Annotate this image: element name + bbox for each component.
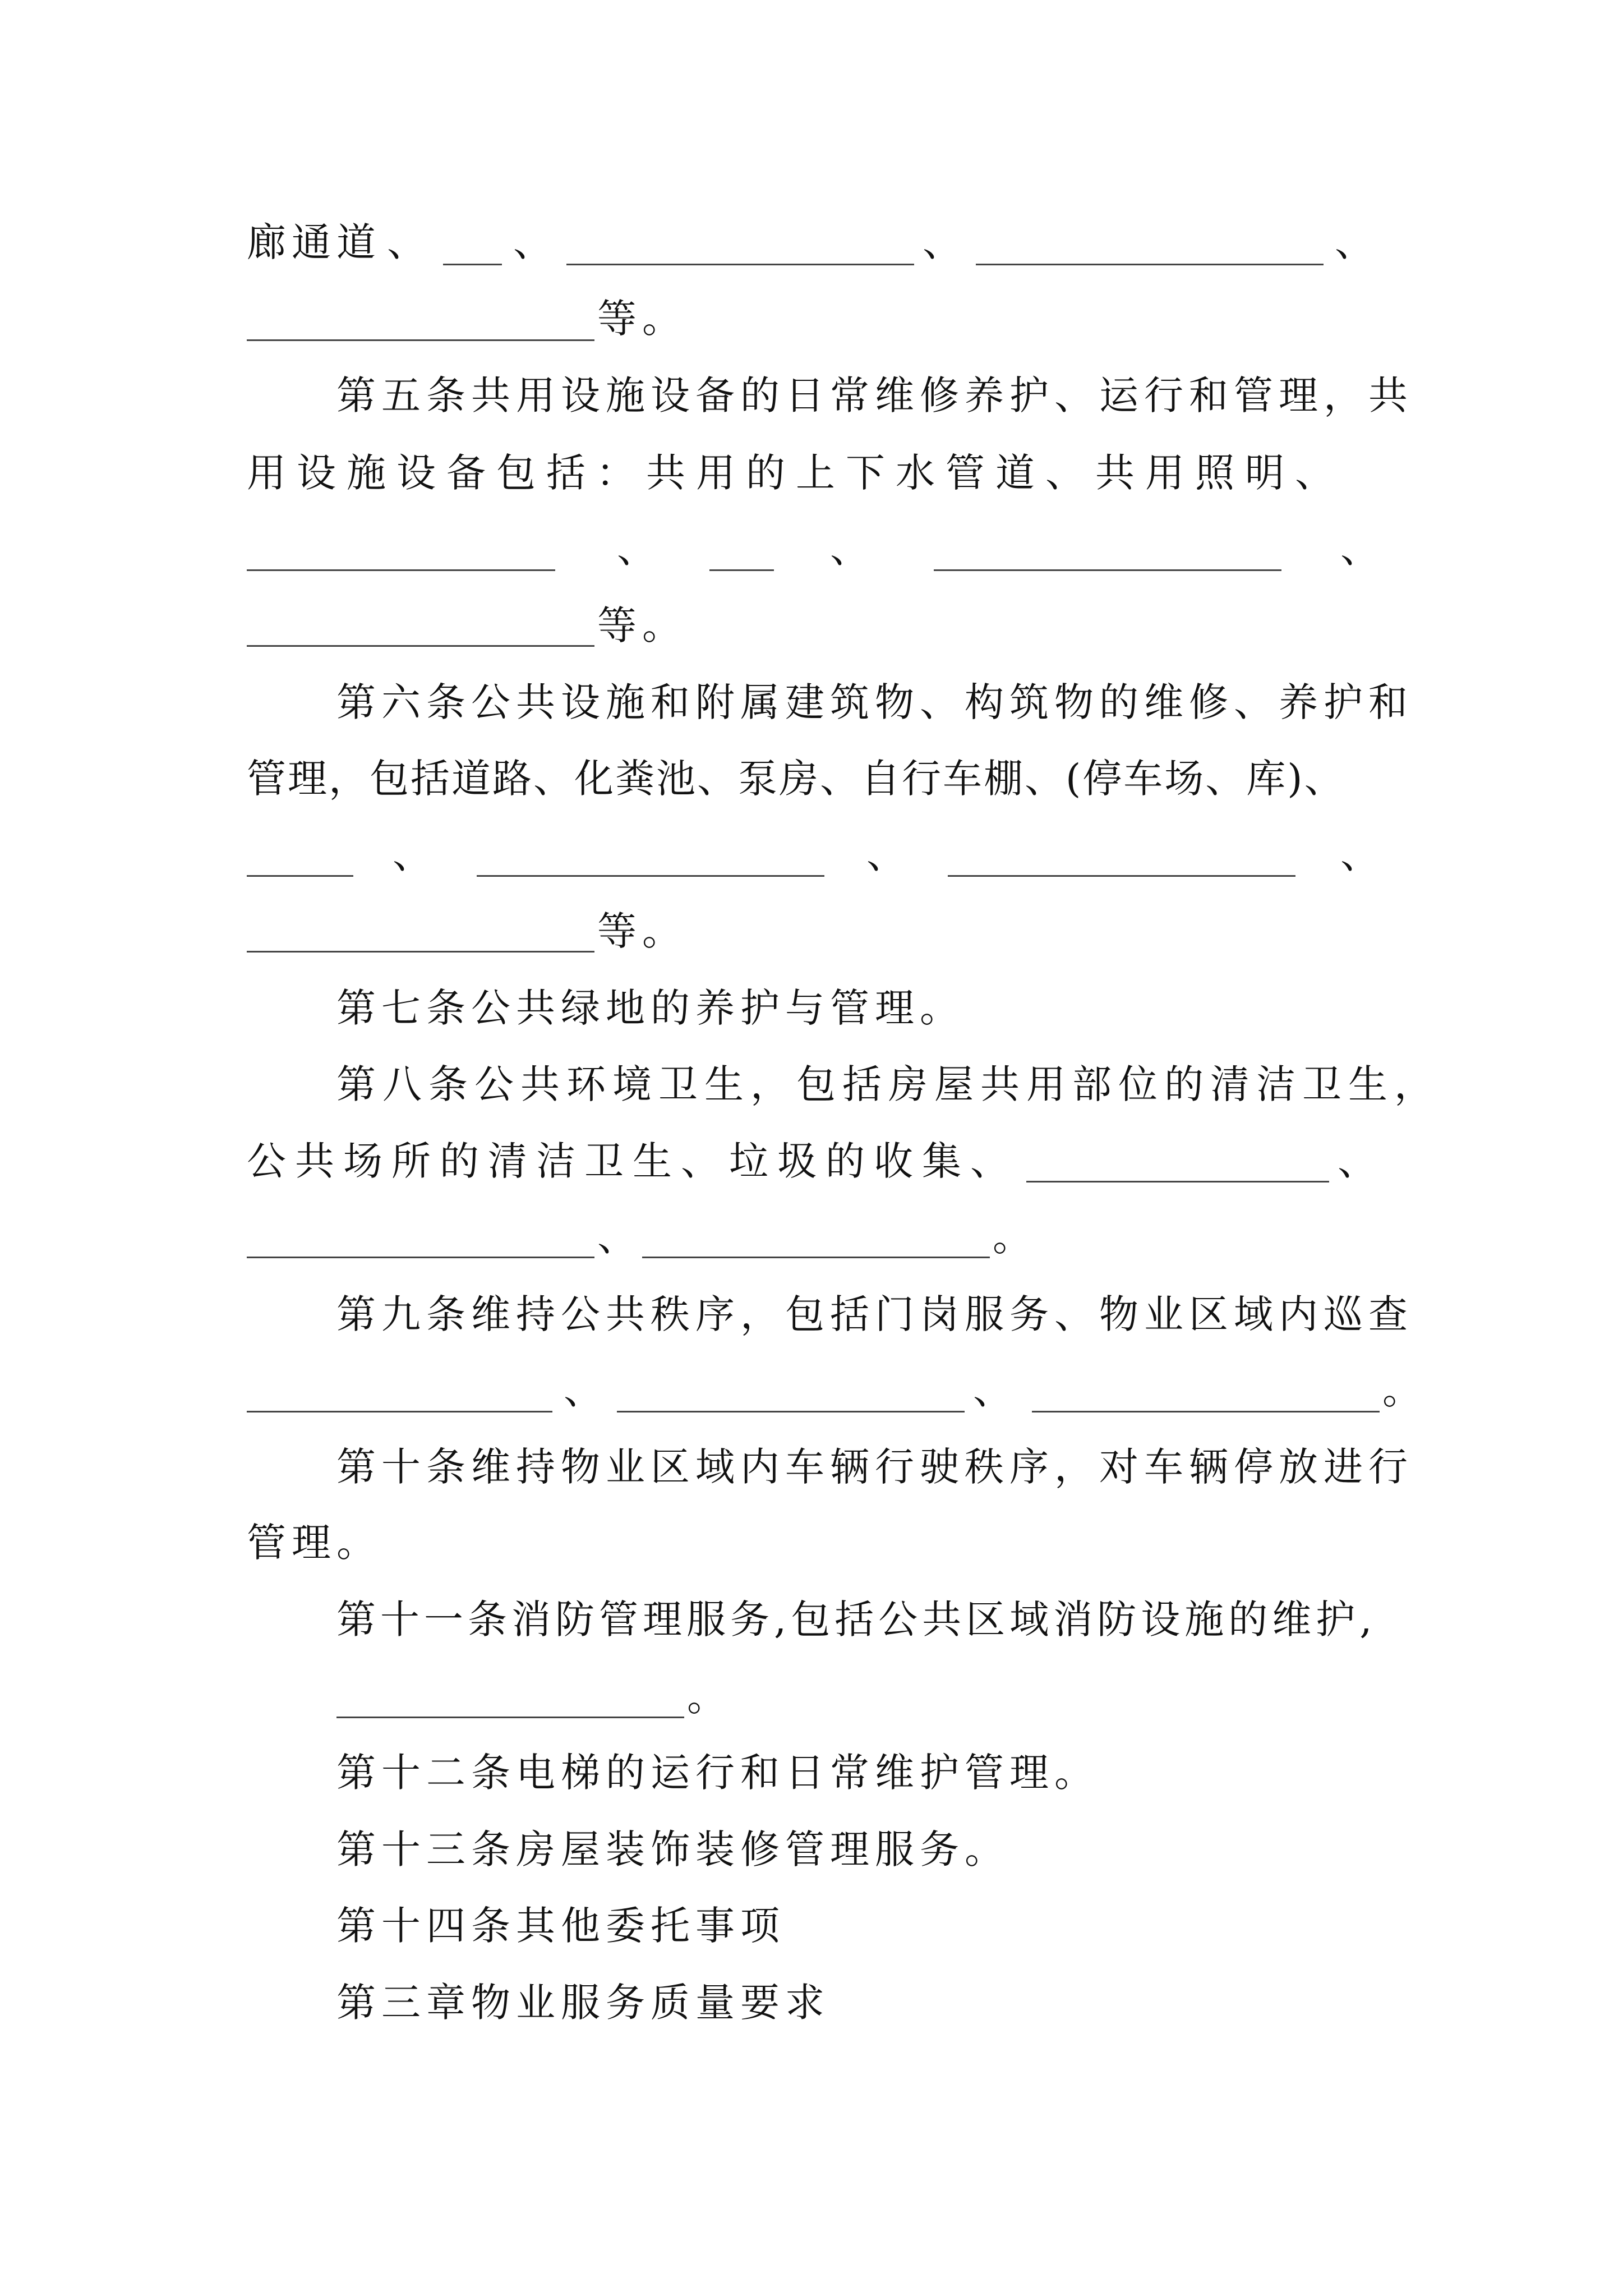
blank-field[interactable] <box>566 264 914 265</box>
separator: 、 <box>617 526 662 572</box>
blank-field[interactable] <box>247 875 353 877</box>
art10-line2: 管理。 <box>247 1520 381 1566</box>
art8-line2: 公共场所的清洁卫生、垃圾的收集、 <box>247 1138 1018 1184</box>
art8-line1: 第八条公共环境卫生，包括房屋共用部位的清洁卫生， <box>336 1061 1440 1107</box>
blank-field[interactable] <box>247 645 594 647</box>
art6-line1: 第六条公共设施和附属建筑物、构筑物的维修、养护和 <box>336 679 1413 725</box>
art10-line1: 第十条维持物业区域内车辆行驶秩序，对车辆停放进行 <box>336 1444 1413 1490</box>
art7-line1: 第七条公共绿地的养护与管理。 <box>336 985 965 1031</box>
blank-field[interactable] <box>247 951 594 953</box>
deng-text: 等。 <box>597 908 687 954</box>
separator: 、 <box>597 1214 642 1260</box>
separator: 、 <box>923 219 967 265</box>
art9-line1: 第九条维持公共秩序，包括门岗服务、物业区域内巡查 <box>336 1291 1413 1337</box>
end-mark: 。 <box>1382 1367 1427 1413</box>
blank-field[interactable] <box>1032 1411 1380 1412</box>
blank-field[interactable] <box>336 1717 684 1718</box>
blank-field[interactable] <box>976 264 1324 265</box>
blank-field[interactable] <box>247 1257 594 1258</box>
art12-line1: 第十二条电梯的运行和日常维护管理。 <box>336 1750 1099 1796</box>
separator: 、 <box>1338 1138 1382 1184</box>
blank-field[interactable] <box>443 264 502 265</box>
chapter3-heading: 第三章物业服务质量要求 <box>336 1980 830 2026</box>
separator: 、 <box>1340 831 1385 877</box>
blank-field[interactable] <box>642 1257 990 1258</box>
blank-field[interactable] <box>477 875 824 877</box>
art5-line1: 第五条共用设施设备的日常维修养护、运行和管理，共 <box>336 372 1413 418</box>
blank-field[interactable] <box>617 1411 965 1412</box>
blank-field[interactable] <box>247 1411 552 1412</box>
art13-line1: 第十三条房屋装饰装修管理服务。 <box>336 1826 1009 1872</box>
art5-line2: 用设施设备包括：共用的上下水管道、共用照明、 <box>247 450 1345 496</box>
blank-field[interactable] <box>709 569 774 571</box>
separator: 、 <box>1340 526 1385 572</box>
end-mark: 。 <box>687 1674 732 1720</box>
art11-line1: 第十一条消防管理服务,包括公共区域消防设施的维护, <box>336 1596 1377 1642</box>
separator: 、 <box>866 831 911 877</box>
blank-field[interactable] <box>247 569 555 571</box>
blank-field[interactable] <box>247 339 594 341</box>
separator: 、 <box>387 219 432 265</box>
blank-field[interactable] <box>948 875 1295 877</box>
art4-text: 廊通道 <box>247 219 381 265</box>
separator: 、 <box>393 831 437 877</box>
art6-line2: 管理，包括道路、化粪池、泵房、自行车棚、(停车场、库)、 <box>247 756 1345 802</box>
separator: 、 <box>973 1367 1018 1413</box>
art14-line1: 第十四条其他委托事项 <box>336 1903 785 1949</box>
blank-field[interactable] <box>1026 1181 1329 1182</box>
separator: 、 <box>564 1367 608 1413</box>
blank-field[interactable] <box>934 569 1281 571</box>
deng-text: 等。 <box>597 602 687 648</box>
separator: 、 <box>513 219 558 265</box>
end-mark: 。 <box>993 1214 1038 1260</box>
separator: 、 <box>830 526 875 572</box>
separator: 、 <box>1335 219 1380 265</box>
deng-text: 等。 <box>597 296 687 342</box>
